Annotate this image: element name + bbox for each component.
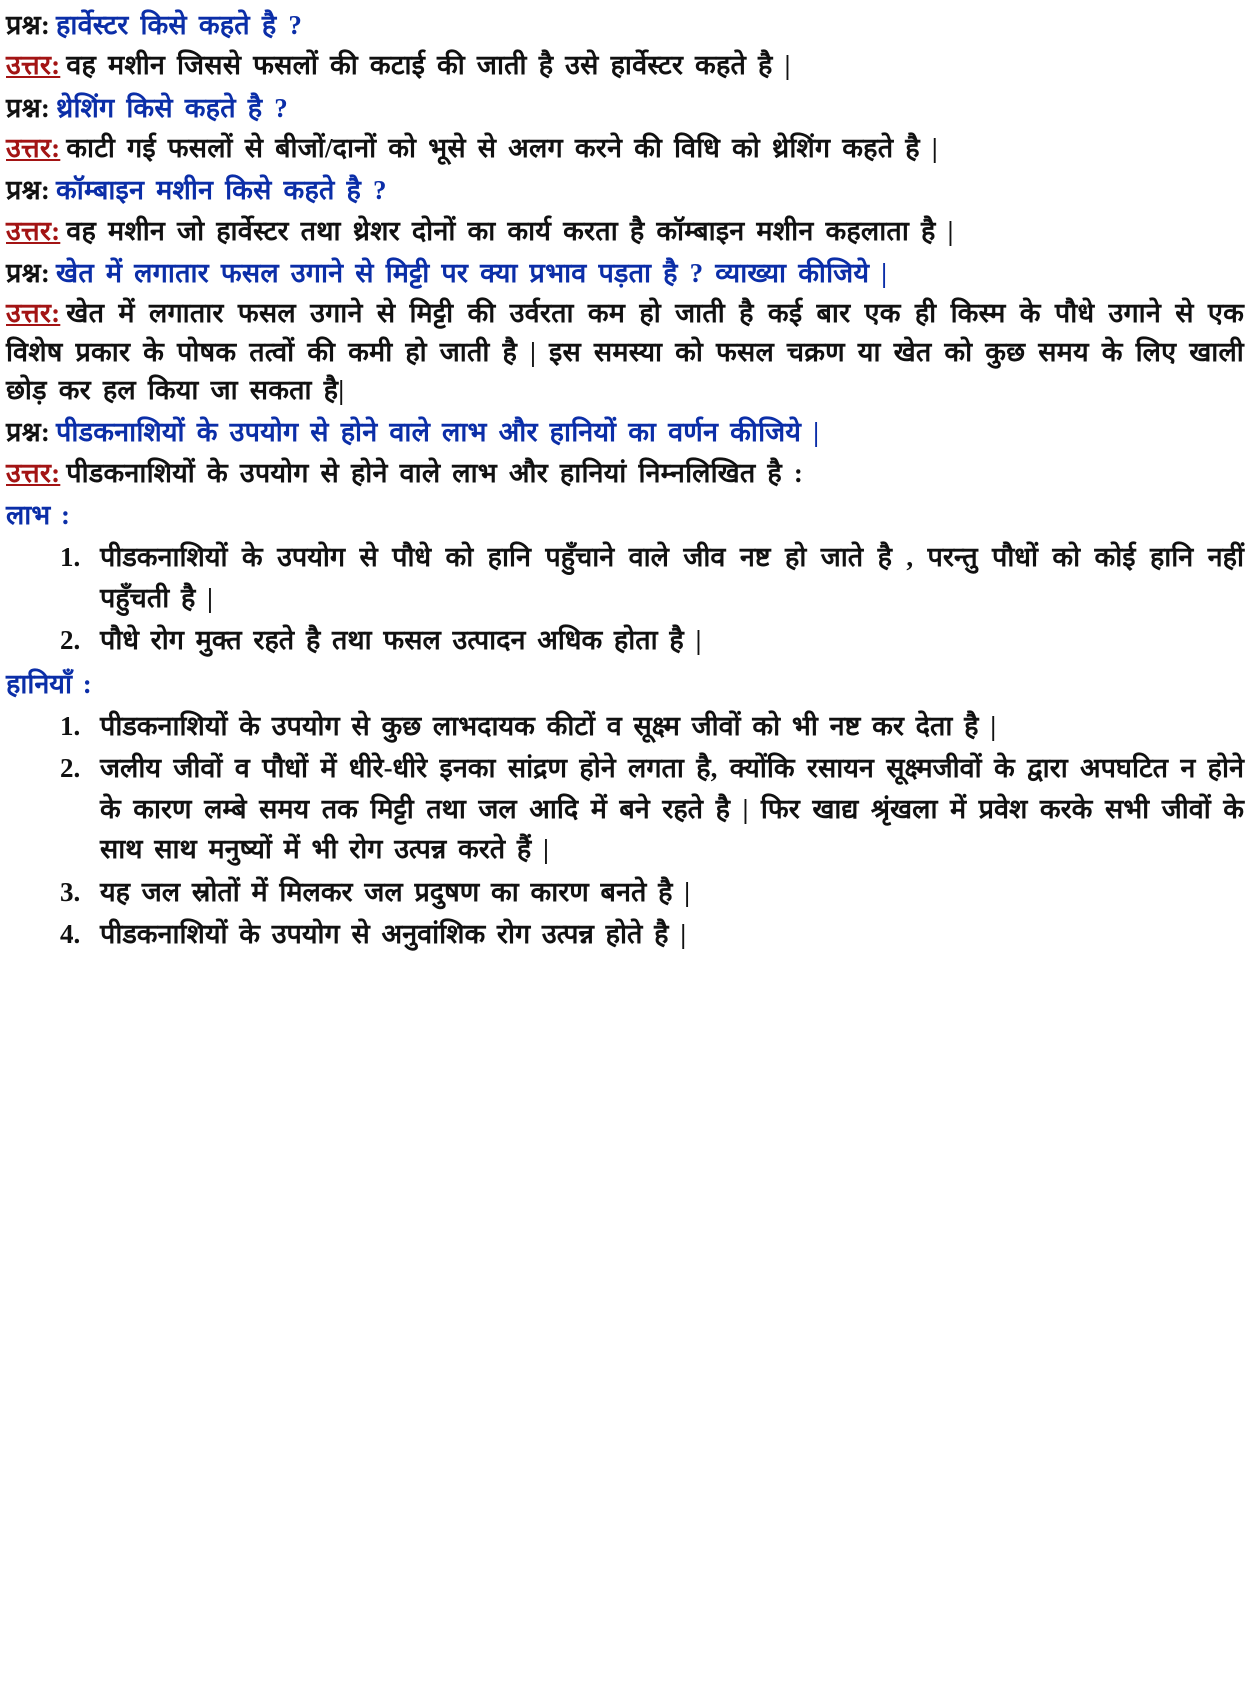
answer-text: खेत में लगातार फसल उगाने से मिट्टी की उर्वरता कम हो जाती है कई बार एक ही किस्म के पौधे उगाने से एक विशेष प्रकार के पोषक तत्वों की कमी हो जाती है | इस समस्या को फसल चक्रण या खेत को कुछ समय के लिए खाली छोड़ कर हल किया जा सकता है| <box>6 298 1244 405</box>
question-line-3 <box>6 171 1244 209</box>
answer-label: उत्तर: <box>6 50 61 81</box>
answer-label: उत्तर: <box>6 132 61 163</box>
answer-line-3 <box>6 212 1244 250</box>
qa-block-1 <box>6 6 1244 85</box>
benefits-list <box>6 537 1244 661</box>
question-text: कॉम्बाइन मशीन किसे कहते है ? <box>56 175 387 206</box>
harms-heading: हानियाँ : <box>6 668 92 699</box>
answer-line-2 <box>6 129 1244 167</box>
question-line-2 <box>6 89 1244 127</box>
list-item: 3. यह जल स्रोतों में मिलकर जल प्रदुषण का कारण बनते है | <box>92 872 1244 913</box>
qa-block-4 <box>6 254 1244 409</box>
answer-line-4 <box>6 294 1244 409</box>
list-item: 4. पीडकनाशियों के उपयोग से अनुवांशिक रोग उत्पन्न होते है | <box>92 914 1244 955</box>
answer-line-5 <box>6 454 1244 492</box>
answer-text: काटी गई फसलों से बीजों/दानों को भूसे से अलग करने की विधि को थ्रेशिंग कहते है | <box>66 132 938 163</box>
harms-list <box>6 706 1244 955</box>
answer-label: उत्तर: <box>6 457 61 488</box>
list-item: 1. पीडकनाशियों के उपयोग से पौधे को हानि पहुँचाने वाले जीव नष्ट हो जाते है , परन्तु पौधों को कोई हानि नहीं पहुँचती है | <box>92 537 1244 618</box>
answer-text: वह मशीन जो हार्वेस्टर तथा थ्रेशर दोनों का कार्य करता है कॉम्बाइन मशीन कहलाता है | <box>66 215 954 246</box>
answer-label: उत्तर: <box>6 215 61 246</box>
list-item: 2. जलीय जीवों व पौधों में धीरे-धीरे इनका सांद्रण होने लगता है, क्योंकि रसायन सूक्ष्मजीवों के द्वारा अपघटित न होने के कारण लम्बे समय तक मिट्टी तथा जल आदि में बने रहते है | फिर खाद्य श्रृंखला में प्रवेश करके सभी जीवों के साथ साथ मनुष्यों में भी रोग उत्पन्न करते हैं | <box>92 748 1244 870</box>
question-label: प्रश्न: <box>6 175 51 206</box>
question-label: प्रश्न: <box>6 417 51 448</box>
question-label: प्रश्न: <box>6 92 51 123</box>
question-label: प्रश्न: <box>6 10 51 40</box>
qa-block-5 <box>6 413 1244 492</box>
question-text: खेत में लगातार फसल उगाने से मिट्टी पर क्या प्रभाव पड़ता है ? व्याख्या कीजिये | <box>56 257 888 288</box>
question-text: पीडकनाशियों के उपयोग से होने वाले लाभ और हानियों का वर्णन कीजिये | <box>56 417 820 448</box>
answer-text: पीडकनाशियों के उपयोग से होने वाले लाभ और हानियां निम्नलिखित है : <box>66 457 804 488</box>
question-text: थ्रेशिंग किसे कहते है ? <box>56 92 288 123</box>
answer-label: उत्तर: <box>6 298 61 329</box>
question-line-1 <box>6 6 1244 44</box>
answer-text: वह मशीन जिससे फसलों की कटाई की जाती है उसे हार्वेस्टर कहते है | <box>66 50 791 81</box>
list-item: 2. पौधे रोग मुक्त रहते है तथा फसल उत्पादन अधिक होता है | <box>92 620 1244 661</box>
question-label: प्रश्न: <box>6 257 51 288</box>
qa-block-2 <box>6 89 1244 168</box>
qa-block-3 <box>6 171 1244 250</box>
answer-line-1 <box>6 46 1244 84</box>
benefits-heading: लाभ : <box>6 499 71 530</box>
list-item: 1. पीडकनाशियों के उपयोग से कुछ लाभदायक कीटों व सूक्ष्म जीवों को भी नष्ट कर देता है | <box>92 706 1244 747</box>
question-text: हार्वेस्टर किसे कहते है ? <box>56 10 303 40</box>
question-line-5 <box>6 413 1244 451</box>
question-line-4 <box>6 254 1244 292</box>
